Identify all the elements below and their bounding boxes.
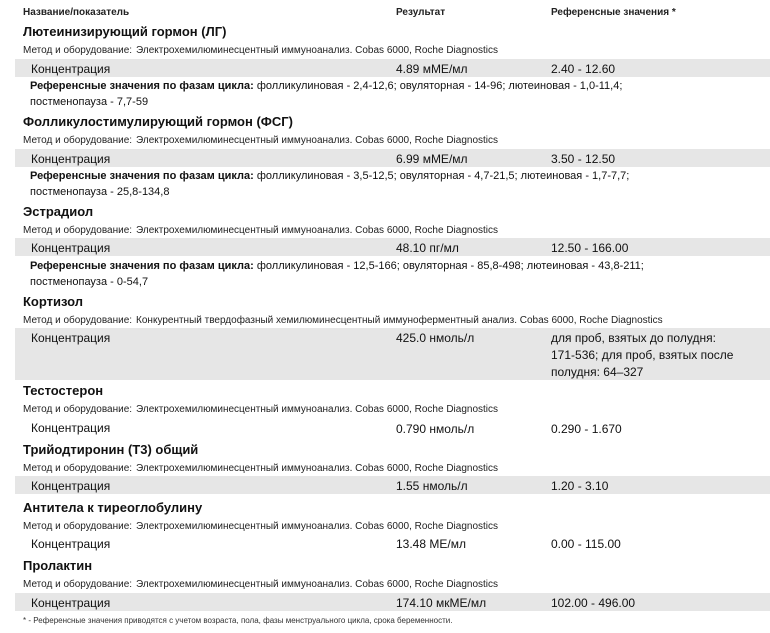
phase-reference-note: Референсные значения по фазам цикла: фолликулиновая - 12,5-166; овуляторная - 85,8-498; лютеиновая - 43,8-211; постменопауза - 0-54,7 bbox=[30, 260, 644, 288]
table-header bbox=[0, 0, 770, 20]
reference-value: 102.00 - 496.00 bbox=[551, 596, 636, 610]
result-row bbox=[15, 59, 770, 77]
result-row bbox=[15, 238, 770, 256]
result-row bbox=[15, 328, 770, 380]
test-title: Пролактин bbox=[23, 558, 93, 573]
reference-value: для проб, взятых до полудня: 171-536; для проб, взятых после полудня: 64–327 bbox=[551, 331, 734, 379]
test-title: Лютеинизирующий гормон (ЛГ) bbox=[23, 24, 227, 39]
result-value: 0.790 нмоль/л bbox=[396, 422, 475, 436]
param-name: Концентрация bbox=[31, 62, 111, 76]
result-row bbox=[15, 593, 770, 611]
result-value: 174.10 мкМЕ/мл bbox=[396, 596, 487, 610]
test-title: Антитела к тиреоглобулину bbox=[23, 500, 203, 515]
result-value: 425.0 нмоль/л bbox=[396, 331, 475, 345]
result-row bbox=[15, 418, 770, 436]
test-title: Фолликулостимулирующий гормон (ФСГ) bbox=[23, 114, 293, 129]
phase-reference-note: Референсные значения по фазам цикла: фолликулиновая - 2,4-12,6; овуляторная - 14-96; лютеиновая - 1,0-11,4; постменопауза - 7,7-59 bbox=[30, 80, 623, 108]
footnote: * - Референсные значения приводятся с учетом возраста, пола, фазы менструального цикла, срока беременности. bbox=[23, 616, 453, 625]
param-name: Концентрация bbox=[31, 152, 111, 166]
reference-value: 2.40 - 12.60 bbox=[551, 62, 616, 76]
reference-value: 1.20 - 3.10 bbox=[551, 479, 609, 493]
test-method: Метод и оборудование: Электрохемилюминесцентный иммуноанализ. Cobas 6000, Roche Diagnostics bbox=[23, 135, 499, 146]
test-method: Метод и оборудование: Электрохемилюминесцентный иммуноанализ. Cobas 6000, Roche Diagnostics bbox=[23, 463, 499, 474]
test-title: Трийодтиронин (Т3) общий bbox=[23, 442, 199, 457]
param-name: Концентрация bbox=[31, 331, 111, 345]
header-name: Название/показатель bbox=[23, 7, 130, 18]
test-method: Метод и оборудование: Электрохемилюминесцентный иммуноанализ. Cobas 6000, Roche Diagnostics bbox=[23, 521, 499, 532]
param-name: Концентрация bbox=[31, 479, 111, 493]
test-title: Эстрадиол bbox=[23, 204, 94, 219]
reference-value: 3.50 - 12.50 bbox=[551, 152, 616, 166]
result-value: 13.48 МЕ/мл bbox=[396, 537, 466, 551]
phase-reference-note: Референсные значения по фазам цикла: фолликулиновая - 3,5-12,5; овуляторная - 4,7-21,5; лютеиновая - 1,7-7,7; постменопауза - 25,8-134,8 bbox=[30, 170, 630, 198]
header-reference: Референсные значения * bbox=[551, 7, 676, 18]
header-result: Результат bbox=[396, 7, 446, 18]
test-method: Метод и оборудование: Электрохемилюминесцентный иммуноанализ. Cobas 6000, Roche Diagnostics bbox=[23, 404, 499, 415]
result-value: 4.89 мМЕ/мл bbox=[396, 62, 468, 76]
reference-value: 12.50 - 166.00 bbox=[551, 241, 629, 255]
result-row bbox=[15, 149, 770, 167]
test-method: Метод и оборудование: Конкурентный твердофазный хемилюминесцентный иммуноферментный анализ. Cobas 6000, Roche Diagnostics bbox=[23, 315, 663, 326]
test-method: Метод и оборудование: Электрохемилюминесцентный иммуноанализ. Cobas 6000, Roche Diagnostics bbox=[23, 579, 499, 590]
param-name: Концентрация bbox=[31, 596, 111, 610]
param-name: Концентрация bbox=[31, 241, 111, 255]
reference-value: 0.290 - 1.670 bbox=[551, 422, 622, 436]
result-value: 48.10 пг/мл bbox=[396, 241, 459, 255]
test-title: Кортизол bbox=[23, 294, 84, 309]
result-row bbox=[15, 534, 770, 552]
param-name: Концентрация bbox=[31, 421, 111, 435]
test-title: Тестостерон bbox=[23, 383, 104, 398]
test-method: Метод и оборудование: Электрохемилюминесцентный иммуноанализ. Cobas 6000, Roche Diagnostics bbox=[23, 225, 499, 236]
reference-value: 0.00 - 115.00 bbox=[551, 537, 621, 551]
result-value: 6.99 мМЕ/мл bbox=[396, 152, 468, 166]
param-name: Концентрация bbox=[31, 537, 111, 551]
test-method: Метод и оборудование: Электрохемилюминесцентный иммуноанализ. Cobas 6000, Roche Diagnostics bbox=[23, 45, 499, 56]
result-value: 1.55 нмоль/л bbox=[396, 479, 468, 493]
result-row bbox=[15, 476, 770, 494]
